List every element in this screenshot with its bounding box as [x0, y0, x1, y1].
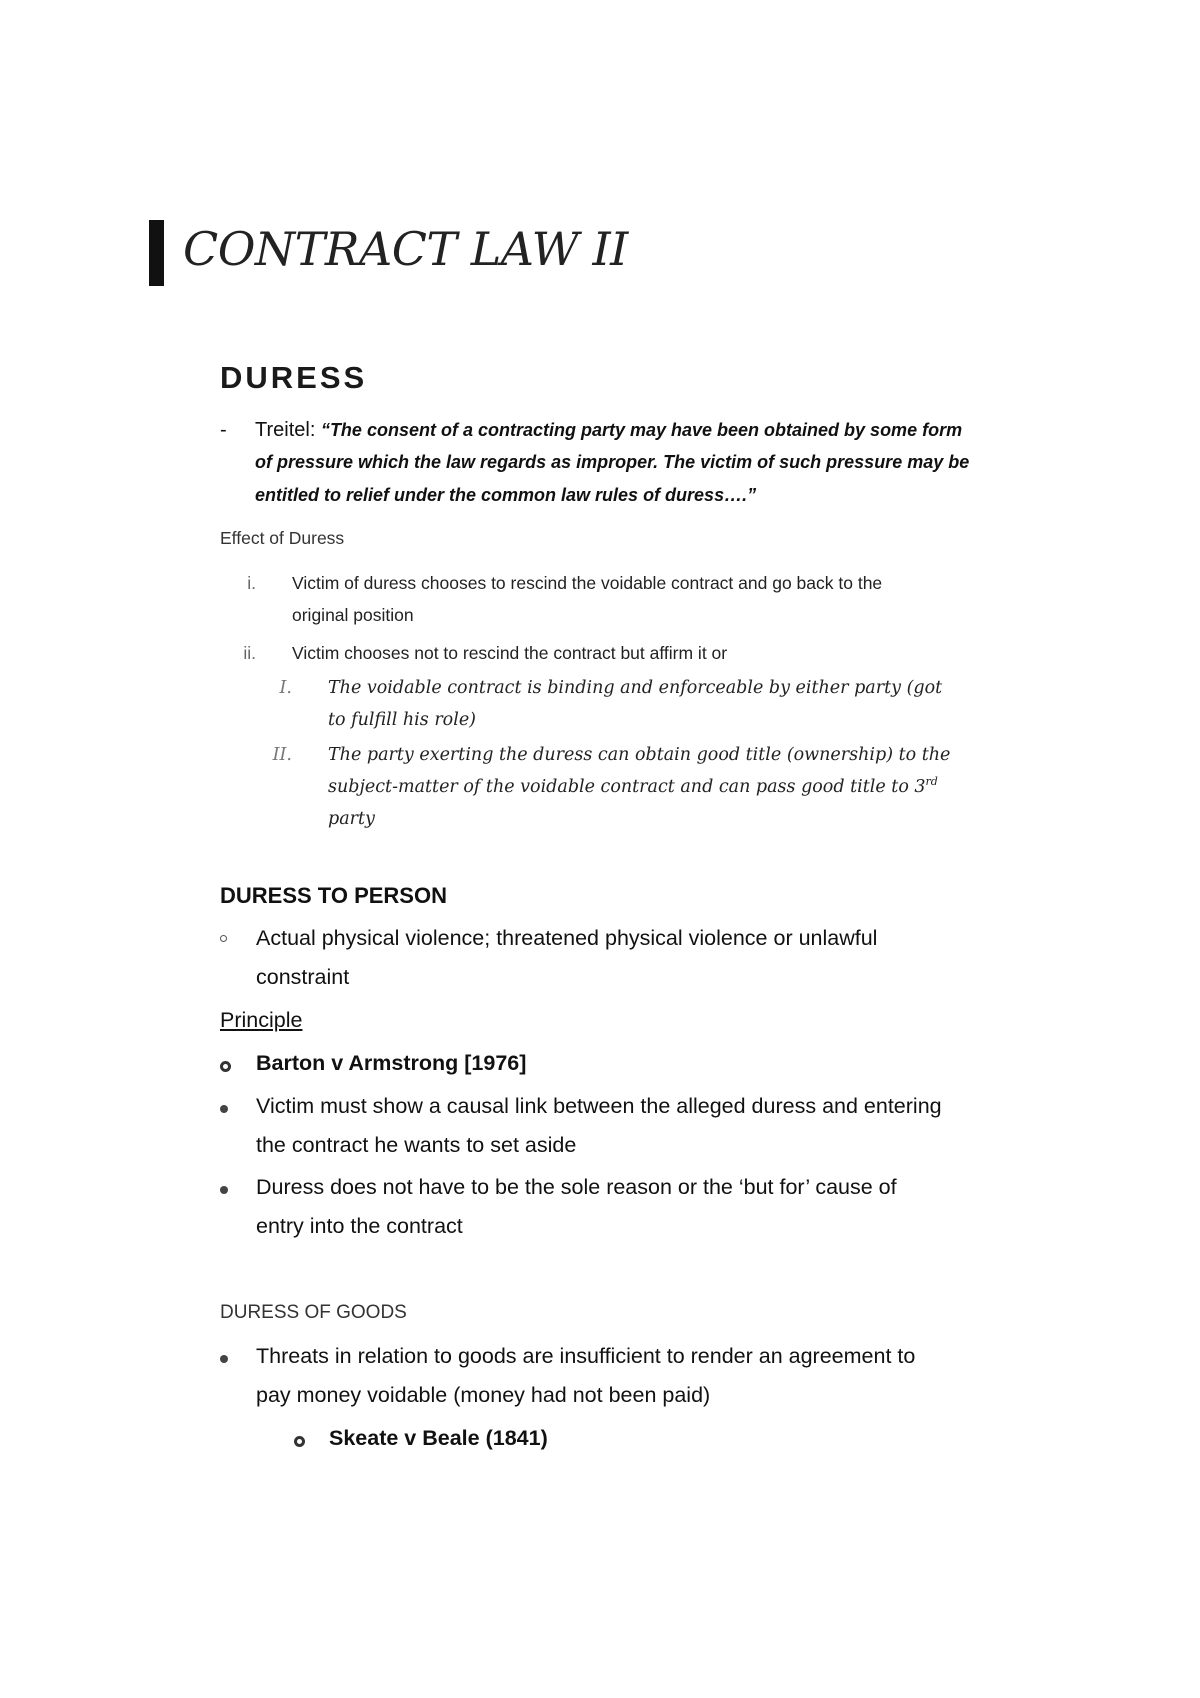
treitel-quote-line-1: [255, 414, 962, 447]
ring-bullet-icon: [220, 1061, 231, 1072]
effect-item-number: ii.: [243, 643, 256, 663]
effect-item-text: original position: [292, 605, 414, 625]
person-point-line-2: constraint: [256, 965, 350, 989]
effect-of-duress-label: Effect of Duress: [220, 528, 345, 548]
principle-bullet-line: entry into the contract: [256, 1214, 463, 1238]
person-point-line-1: Actual physical violence; threatened physical violence or unlawful: [256, 926, 878, 950]
case-barton-v-armstrong: Barton v Armstrong [1976]: [256, 1051, 527, 1075]
principle-label: Principle: [220, 1008, 303, 1032]
effect-item-text: Victim of duress chooses to rescind the voidable contract and go back to the: [292, 573, 883, 593]
treitel-quote-text-1: “The consent of a contracting party may have been obtained by some form: [320, 420, 963, 440]
treitel-prefix: Treitel:: [255, 419, 321, 441]
section-heading-duress: DURESS: [220, 360, 368, 395]
list-dash: -: [220, 419, 227, 441]
treitel-quote-line-3: entitled to relief under the common law rules of duress….”: [255, 485, 757, 505]
goods-bullet-line-1: Threats in relation to goods are insufficient to render an agreement to: [256, 1344, 916, 1368]
principle-bullet-line: Victim must show a causal link between the alleged duress and entering: [256, 1094, 942, 1118]
affirm-item-text-main: subject-matter of the voidable contract and can pass good title to 3: [328, 777, 926, 797]
affirm-item-text: party: [328, 809, 375, 829]
bullet-dot-icon: [220, 1105, 228, 1113]
affirm-item-number: II.: [272, 745, 292, 765]
section-heading-duress-to-person: DURESS TO PERSON: [220, 883, 447, 908]
ring-bullet-icon: [220, 935, 227, 942]
ordinal-superscript: rd: [925, 775, 938, 789]
case-skeate-v-beale: Skeate v Beale (1841): [329, 1426, 548, 1450]
affirm-item-text: [328, 777, 938, 797]
principle-bullet-line: the contract he wants to set aside: [256, 1133, 577, 1157]
affirm-item-text: The voidable contract is binding and enforceable by either party (got: [328, 678, 943, 698]
principle-bullet-line: Duress does not have to be the sole reason or the ‘but for’ cause of: [256, 1175, 897, 1199]
affirm-item-number: I.: [279, 678, 292, 698]
treitel-quote-line-2: of pressure which the law regards as improper. The victim of such pressure may be: [255, 452, 970, 472]
bullet-dot-icon: [220, 1186, 228, 1194]
affirm-item-text: to fulfill his role): [328, 710, 476, 730]
ring-bullet-icon: [294, 1436, 305, 1447]
affirm-item-text: The party exerting the duress can obtain good title (ownership) to the: [328, 745, 951, 765]
section-heading-duress-of-goods: DURESS OF GOODS: [220, 1302, 407, 1323]
document-title: CONTRACT LAW II: [183, 222, 628, 276]
goods-bullet-line-2: pay money voidable (money had not been paid): [256, 1383, 711, 1407]
effect-item-text: Victim chooses not to rescind the contract but affirm it or: [292, 643, 728, 663]
bullet-dot-icon: [220, 1355, 228, 1363]
effect-item-number: i.: [247, 573, 256, 593]
title-accent-bar: [149, 220, 164, 286]
